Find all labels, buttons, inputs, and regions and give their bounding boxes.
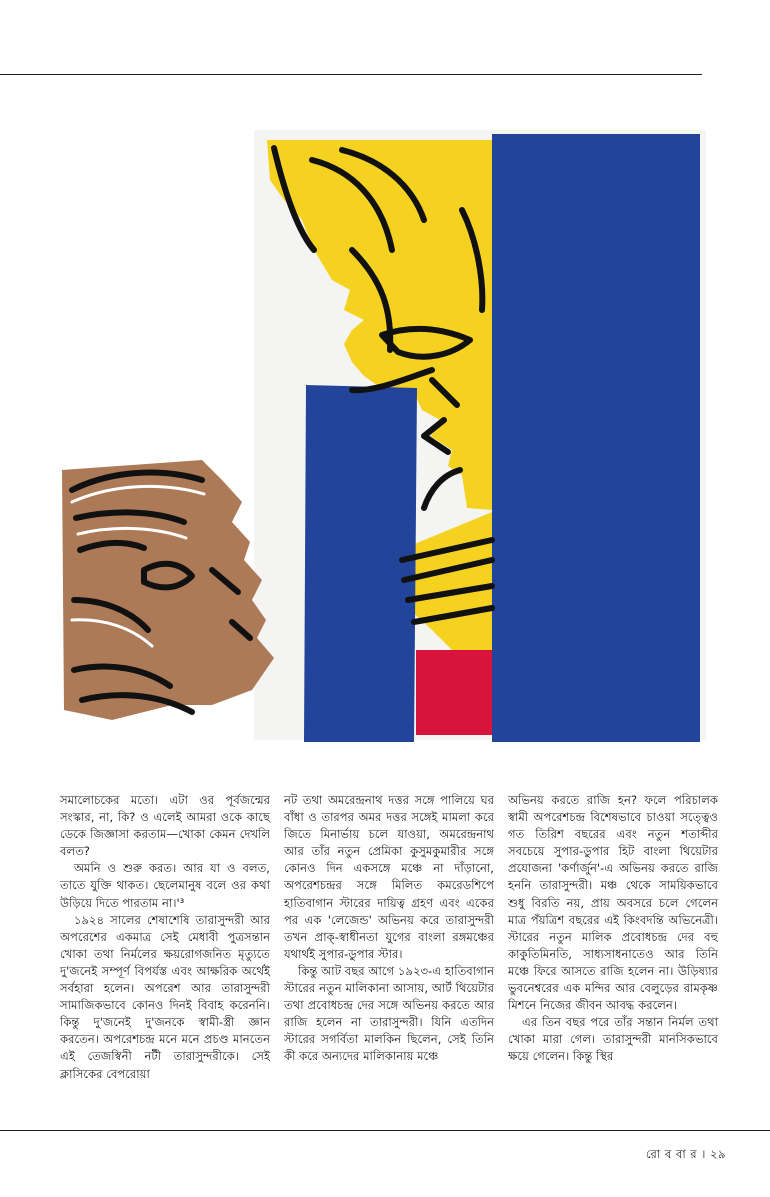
paragraph: কিন্তু আট বছর আগে ১৯২৩-এ হাতিবাগান স্টারের নতুন মালিকানা আসায়, আর্ট থিয়েটার তথা প্রবোধচন্দ্র দের সঙ্গে অভিনয় করতে আর রাজি হলেন না তারাসুন্দরী। যিনি এতদিন স্টারের সগর্বিতা মালকিন ছিলেন, সেই তিনি কী করে অন্যদের মালিকানায় মঞ্চে [284,963,494,1064]
top-rule [0,74,702,75]
blue-panel-right [492,134,700,742]
paragraph: এর তিন বছর পরে তাঁর সন্তান নির্মল তথা খোকা মারা গেল। তারাসুন্দরী মানসিকভাবে ক্ষয়ে গেলেন। কিন্তু স্থির [508,1015,718,1064]
article-column-3 [508,792,718,1066]
page-footer: রো ব বা র । ২৯ [645,1147,726,1161]
article-column-2 [284,792,494,1066]
article-column-1 [60,792,270,1083]
paragraph: অভিনয় করতে রাজি হন? ফলে পরিচালক স্বামী অপরেশচন্দ্র বিশেষভাবে চাওয়া সত্ত্বেও গত তিরিশ বছরের এবং নতুন শতাব্দীর সবচেয়ে সুপার-ডুপার হিট বাংলা থিয়েটার প্রযোজনা 'কর্ণার্জুন'-এ অভিনয় করতে রাজি হননি তারাসুন্দরী। মঞ্চ থেকে সাময়িকভাবে শুধু বিরতি নয়, প্রায় অবসরে চলে গেলেন মাত্র পঁয়ত্রিশ বছরের এই কিংবদন্তি অভিনেত্রী। স্টারের নতুন মালিক প্রবোধচন্দ্র দের বহু কাকুতিমিনতি, সাধ্যসাধনাতেও আর তিনি মঞ্চে ফিরে আসতে রাজি হলেন না। উড়িষ্যার ভুবনেশ্বরের এক মন্দির আর বেলুড়ের রামকৃষ্ণ মিশনে নিজের জীবন আবদ্ধ করলেন। [508,793,718,1013]
paragraph: ১৯২৪ সালের শেষাশেষি তারাসুন্দরী আর অপরেশের একমাত্র সেই মেধাবী পুত্রসন্তান খোকা তথা নির্মলের ক্ষয়রোগজনিত মৃত্যুতে দু'জনেই সম্পূর্ণ বিপর্যস্ত এবং আক্ষরিক অর্থেই সর্বহারা হলেন। অপরেশ আর তারাসুন্দরী সামাজিকভাবে কোনও দিনই বিবাহ করেননি। কিন্তু দু'জনেই দু'জনকে স্বামী-স্ত্রী জ্ঞান করতেন। অপরেশচন্দ্র মনে মনে প্রচণ্ড মানতেন এই তেজস্বিনী নটী তারাসুন্দরীকে। সেই ক্লাসিকের বেপরোয়া [60,912,270,1081]
paragraph: অমনি ও শুরু করত। আর যা ও বলত, তাতে যুক্তি থাকত। ছেলেমানুষ বলে ওর কথা উড়িয়ে দিতে পারতাম না।'³ [60,861,270,910]
paragraph: সমালোচকের মতো। এটা ওর পূর্বজন্মের সংস্কার, না, কি? ও এলেই আমরা ওকে কাছে ডেকে জিজ্ঞাসা করতাম—খোকা কেমন দেখলি বলত? [60,793,270,859]
collage-artwork [52,130,706,780]
paragraph: নট তথা অমরেন্দ্রনাথ দত্তর সঙ্গে পালিয়ে ঘর বাঁধা ও তারপর অমর দত্তর সঙ্গেই মামলা করে জিতে মিনার্ভায় চলে যাওয়া, অমরেন্দ্রনাথ আর তাঁর নতুন প্রেমিকা কুসুমকুমারীর সঙ্গে কোনও দিন একসঙ্গে মঞ্চে না দাঁড়ানো, অপরেশচন্দ্রর সঙ্গে মিলিত কমরেডশিপে হাতিবাগান স্টারের দায়িত্ব গ্রহণ এবং একের পর এক 'লেজেন্ড' অভিনয় করে তারাসুন্দরী তখন প্রাক্-স্বাধীনতা যুগের বাংলা রঙ্গমঞ্চের যথার্থই সুপার-ডুপার স্টার। [284,793,494,961]
blue-strip-left [304,385,417,742]
bottom-rule [0,1130,770,1131]
